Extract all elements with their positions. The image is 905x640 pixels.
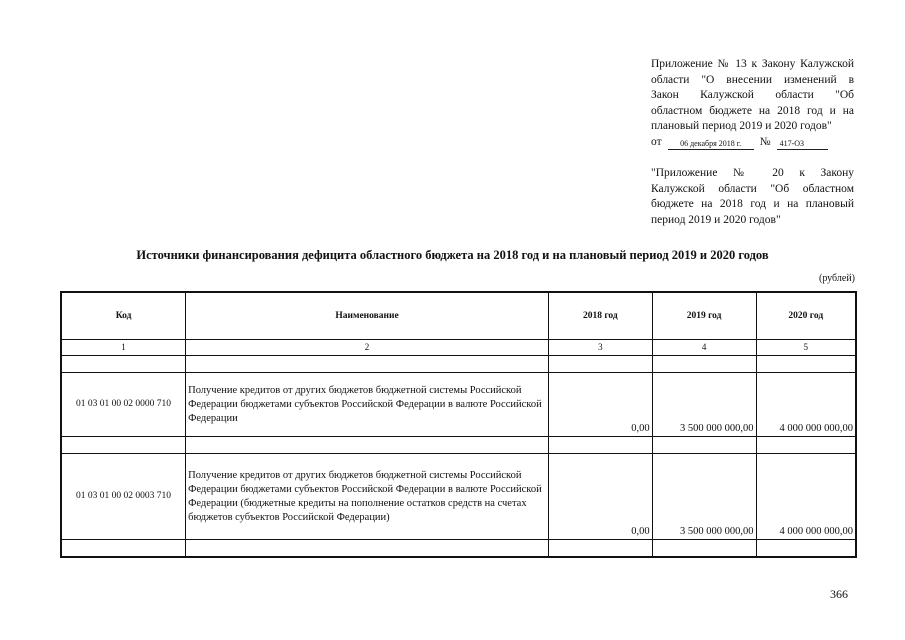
page-number: 366 [830, 587, 848, 601]
document-title: Источники финансирования дефицита областного бюджета на 2018 год и на плановый период 2019 и 2020 годов [136, 248, 769, 262]
row-code: 01 03 01 00 02 0003 710 [61, 454, 186, 540]
spacer-row [61, 437, 856, 454]
appendix-line-3: Закон Калужской области "Об [651, 89, 854, 101]
from-label: от [651, 135, 662, 148]
row-name: Получение кредитов от других бюджетов бюджетной системы Российской Федерации бюджетами субъектов Российской Федерации в валюте Российской Федерации [186, 373, 549, 437]
header-code: Код [61, 292, 186, 340]
column-number: 4 [652, 340, 756, 356]
header-2019: 2019 год [652, 292, 756, 340]
units-label: (рублей) [818, 273, 855, 284]
header-2020: 2020 год [756, 292, 856, 340]
row-name: Получение кредитов от других бюджетов бюджетной системы Российской Федерации бюджетами субъектов Российской Федерации в валюте Российской Федерации (бюджетные кредиты на пополнение остатков средств на счетах бюджетов субъектов Российской Федерации) [186, 454, 549, 540]
law-date-line [651, 135, 854, 151]
appendix-line-1: Приложение № 13 к Закону Калужской [651, 58, 854, 70]
column-number: 5 [756, 340, 856, 356]
quote-line-1: "Приложение № 20 к Закону [651, 167, 854, 179]
table-row [61, 454, 856, 540]
number-label: № [759, 135, 771, 148]
column-number: 3 [548, 340, 652, 356]
row-value-2018: 0,00 [548, 373, 652, 437]
quote-line-4: период 2019 и 2020 годов" [651, 213, 781, 226]
original-appendix-reference [651, 166, 854, 228]
column-number: 2 [186, 340, 549, 356]
law-number: 417-ОЗ [777, 139, 828, 150]
row-value-2019: 3 500 000 000,00 [652, 454, 756, 540]
quote-line-2: Калужской области "Об областном [651, 182, 854, 195]
header-name: Наименование [186, 292, 549, 340]
row-value-2020: 4 000 000 000,00 [756, 373, 856, 437]
row-value-2020: 4 000 000 000,00 [756, 454, 856, 540]
table-row [61, 373, 856, 437]
spacer-row [61, 540, 856, 558]
row-value-2018: 0,00 [548, 454, 652, 540]
quote-line-3: бюджете на 2018 год и на плановый [651, 198, 854, 210]
appendix-line-4: областном бюджете на 2018 год и на [651, 104, 854, 117]
spacer-row [61, 356, 856, 373]
table-header-row [61, 292, 856, 340]
column-number: 1 [61, 340, 186, 356]
appendix-line-5: плановый период 2019 и 2020 годов" [651, 120, 832, 132]
financing-sources-table [60, 291, 857, 558]
column-number-row [61, 340, 856, 356]
appendix-line-2: области "О внесении изменений в [651, 73, 854, 86]
header-2018: 2018 год [548, 292, 652, 340]
law-date: 06 декабря 2018 г. [668, 139, 754, 150]
appendix-header [651, 57, 854, 150]
row-value-2019: 3 500 000 000,00 [652, 373, 756, 437]
row-code: 01 03 01 00 02 0000 710 [61, 373, 186, 437]
